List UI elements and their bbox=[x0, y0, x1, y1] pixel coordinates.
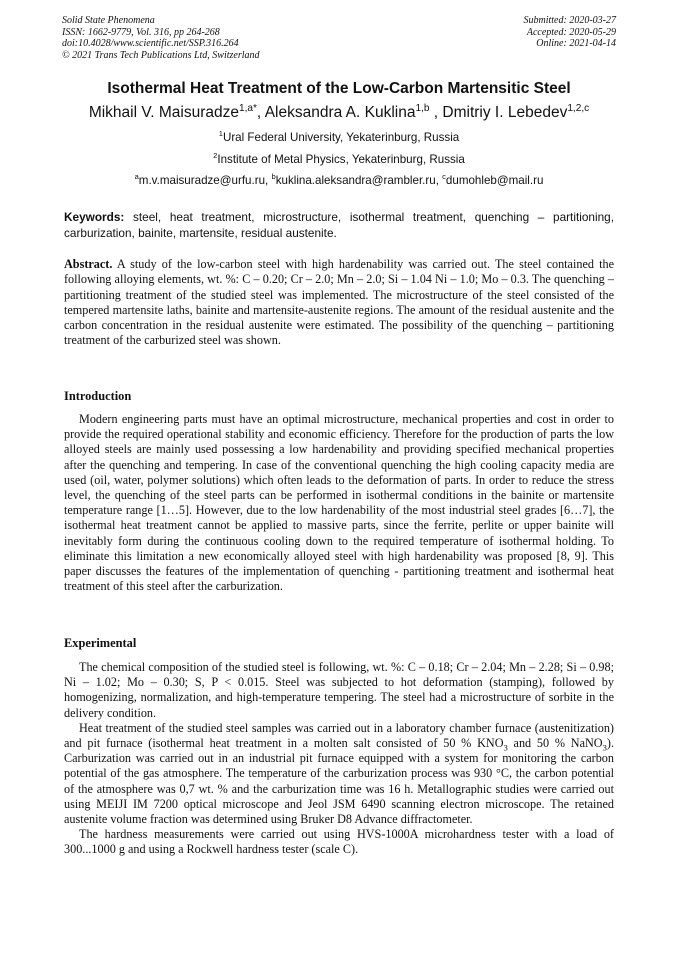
email-link[interactable]: dumohleb@mail.ru bbox=[445, 174, 544, 187]
abstract-text: A study of the low-carbon steel with high hardenability was carried out. The steel contained the following alloying elements, wt. %: C – 0.20; Cr – 2.0; Mn – 2.0; Si – 1.04 Ni – 1.0; Mo – 0.3. The quenching – partitioning treatment of the studied steel was implemented. The microstructure of the steel consisted of the tempered martensite laths, bainite and martensite-austenite regions. The amount of the residual austenite and the carbon concentration in the residual austenite were estimated. The possibility of the quenching – partitioning treatment of the carburized steel was shown. bbox=[64, 257, 614, 348]
journal-name: Solid State Phenomena bbox=[62, 15, 155, 26]
abstract bbox=[64, 257, 614, 349]
keywords-text: steel, heat treatment, microstructure, isothermal treatment, quenching – partitioning, carburization, bainite, martensite, residual austenite. bbox=[64, 210, 614, 240]
journal-info bbox=[62, 15, 260, 61]
author-name: Dmitriy I. Lebedev bbox=[442, 104, 568, 121]
author-name: Aleksandra A. Kuklina bbox=[264, 104, 416, 121]
experimental-paragraph-1: The chemical composition of the studied steel is following, wt. %: C – 0.18; Cr – 2.04; Mn – 2.28; Si – 0.98; Ni – 1.02; Mo – 0.30; S, P < 0.015. Steel was subjected to hot deformation (stamping), followed by homogenizing, normalization, and high-temperature tempering. The steel had a microstructure of sorbite in the delivery condition. bbox=[64, 660, 614, 720]
affiliation-mark: 2 bbox=[213, 151, 218, 161]
author-name: Mikhail V. Maisuradze bbox=[88, 104, 240, 121]
introduction-paragraph: Modern engineering parts must have an optimal microstructure, mechanical properties and cost in order to provide the required operational stability and economic efficiency. Therefore for the production of parts the low alloyed steels are mainly used possessing a low hardenability and providing specified mechanical properties after the quenching and tempering. In case of the conventional quenching the high cooling capacity media are used (oil, water, polymer solutions) which often leads to the deformation of parts. In order to reduce the stress level, the quenching of the steel parts can be performed in isothermal conditions in the bainite or martensite temperature range [1…5]. However, due to the low hardenability of the most industrial steel grades [6…7], the isothermal heat treatment cannot be applied to massive parts, since the ferrite, perlite or upper bainite will inevitably form during the continuous cooling down to the required temperature of isothermal holding. To eliminate this limitation a new economically alloyed steel with high hardenability was proposed [8, 9]. This paper discusses the features of the implementation of quenching - partitioning treatment and isothermal heat treatment of this steel after the carburization. bbox=[64, 412, 614, 594]
experimental-paragraph-3: The hardness measurements were carried out using HVS-1000A microhardness tester with a load of 300...1000 g and using a Rockwell hardness tester (scale C). bbox=[64, 827, 614, 857]
author-affiliation-mark: 1,b bbox=[415, 102, 430, 114]
experimental-section bbox=[64, 660, 614, 858]
submitted-date: Submitted: 2020-03-27 bbox=[523, 15, 616, 26]
affiliation-mark: 1 bbox=[218, 129, 223, 139]
email-list: $^a$m.v.maisuradze@urfu.ru, $^b$kuklina.aleksandra@rambler.ru, $^c$dumohleb@mail.ru bbox=[134, 172, 544, 187]
accepted-date: Accepted: 2020-05-29 bbox=[526, 26, 616, 38]
experimental-heading: Experimental bbox=[64, 636, 137, 650]
introduction-section bbox=[64, 412, 614, 594]
experimental-paragraph-2: Heat treatment of the studied steel samples was carried out in a laboratory chamber furnace (austenitization) and pit furnace (isothermal heat treatment in a molten salt consisted of 50 % $KNO_3$ and 50 % NaNO$_3$). Carburization was carried out in an industrial pit furnace equipped with a system for monitoring the carbon potential of the gas atmosphere. The temperature of the carburization process was 930 °C, the carbon potential of the atmosphere was 0,7 wt. % and the carburization time was 16 h. Metallographic studies were carried out using MEIJI IM 7200 optical microscope and Jeol JSM 6490 scanning electron microscope. The retained austenite volume fraction was determined using Bruker D8 Advance diffractometer. bbox=[64, 720, 614, 827]
paper-title: Isothermal Heat Treatment of the Low-Carbon Martensitic Steel bbox=[107, 80, 571, 97]
affiliation-2 bbox=[0, 153, 678, 166]
journal-copyright: © 2021 Trans Tech Publications Ltd, Switzerland bbox=[62, 49, 260, 61]
email-mark: a bbox=[134, 172, 139, 182]
author-affiliation-mark: 1,a* bbox=[239, 102, 257, 114]
keywords bbox=[64, 209, 614, 241]
affiliation-text: Ural Federal University, Yekaterinburg, Russia bbox=[222, 131, 460, 144]
journal-doi[interactable]: doi:10.4028/www.scientific.net/SSP.316.264 bbox=[62, 38, 239, 49]
email-mark: c bbox=[442, 172, 446, 182]
author-list: Mikhail V. Maisuradze$^{1,a*}$, Aleksandra A. Kuklina$^{1,b}$ , Dmitriy I. Lebedev$^{1,2,c}$ bbox=[88, 102, 590, 121]
affiliation-1 bbox=[0, 131, 678, 144]
email-link[interactable]: kuklina.aleksandra@rambler.ru bbox=[275, 174, 436, 187]
publication-dates bbox=[524, 15, 617, 50]
author-affiliation-mark: 1,2,c bbox=[567, 102, 590, 114]
affiliation-text: Institute of Metal Physics, Yekaterinburg, Russia bbox=[217, 153, 465, 166]
journal-issn: ISSN: 1662-9779, Vol. 316, pp 264-268 bbox=[62, 26, 220, 38]
email-link[interactable]: m.v.maisuradze@urfu.ru bbox=[138, 174, 266, 187]
introduction-heading: Introduction bbox=[64, 389, 132, 403]
abstract-label: Abstract. bbox=[64, 257, 113, 271]
keywords-label: Keywords: bbox=[64, 210, 125, 224]
email-mark: b bbox=[271, 172, 276, 182]
online-date: Online: 2021-04-14 bbox=[536, 38, 616, 49]
